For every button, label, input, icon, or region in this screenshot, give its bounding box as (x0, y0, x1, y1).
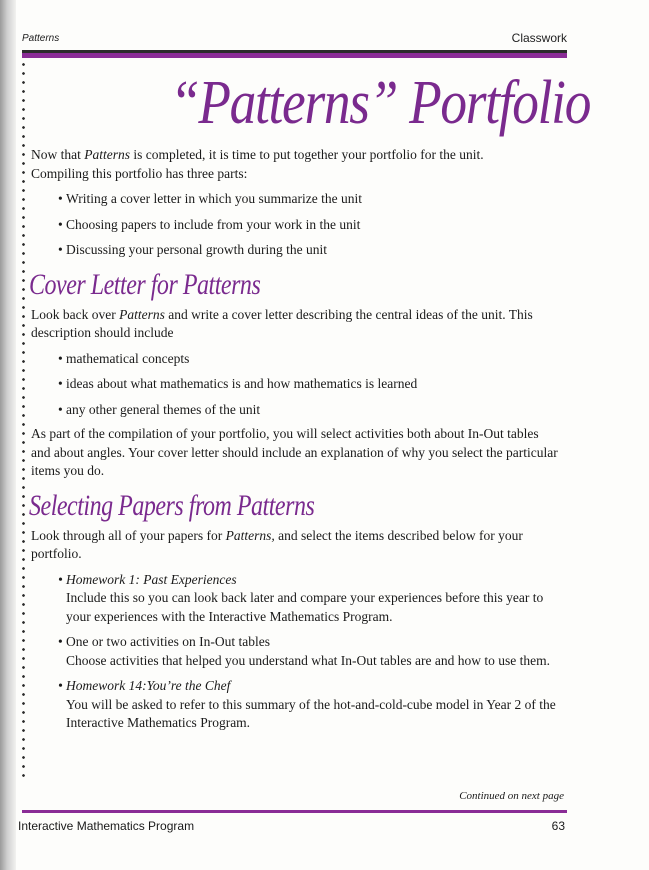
page-number: 63 (551, 819, 565, 833)
footer-program: Interactive Mathematics Program (18, 819, 195, 833)
list-item: • One or two activities on In-Out tables (31, 633, 561, 652)
list-item-description: You will be asked to refer to this summary of the hot-and-cold-cube model in Year 2 of the Interactive Mathematics Program. (66, 696, 556, 730)
binding-dots (22, 60, 25, 780)
footer-rule (22, 810, 567, 813)
list-item: • Writing a cover letter in which you summarize the unit (31, 190, 561, 209)
list-item: • mathematical concepts (31, 350, 561, 369)
list-item: • ideas about what mathematics is and how mathematics is learned (31, 375, 561, 394)
intro-paragraph: Now that Patterns is completed, it is time to put together your portfolio for the unit. Compiling this portfolio has three parts: (31, 147, 484, 181)
page-content (31, 146, 561, 733)
selected-papers-list (31, 677, 561, 696)
page-title: “Patterns” Portfolio (170, 69, 591, 137)
continued-note: Continued on next page (459, 790, 564, 802)
portfolio-parts-list (31, 190, 561, 260)
cover-letter-list (31, 350, 561, 420)
selecting-paragraph: Look through all of your papers for Patterns, and select the items described below for your portfolio. (31, 527, 523, 561)
list-item-description: Include this so you can look back later and compare your experiences before this year to your experiences with the Interactive Mathematics Program. (66, 590, 544, 624)
list-item: • Discussing your personal growth during the unit (31, 241, 561, 260)
list-item: • Choosing papers to include from your work in the unit (31, 216, 561, 235)
compilation-paragraph: As part of the compilation of your portfolio, you will select activities both about In-Out tables and about angles. Your cover letter should include an explanation of why you select the particular items you do. (31, 426, 558, 478)
selected-papers-list (31, 633, 561, 652)
selecting-papers-heading: Selecting Papers from Patterns (29, 488, 315, 522)
list-item: • any other general themes of the unit (31, 401, 561, 420)
cover-letter-paragraph: Look back over Patterns and write a cover letter describing the central ideas of the unit. This description should include (31, 306, 533, 340)
header-rule-purple (22, 53, 567, 58)
list-item: • Homework 14:You’re the Chef (31, 677, 561, 696)
list-item: • Homework 1: Past Experiences (31, 571, 561, 590)
cover-letter-heading: Cover Letter for Patterns (29, 267, 261, 301)
header-section: Classwork (511, 31, 567, 45)
list-item-description: Choose activities that helped you understand what In-Out tables are and how to use them. (66, 652, 551, 668)
book-binding-shadow (0, 0, 16, 870)
header-unit-name: Patterns (22, 33, 60, 44)
selected-papers-list (31, 571, 561, 590)
